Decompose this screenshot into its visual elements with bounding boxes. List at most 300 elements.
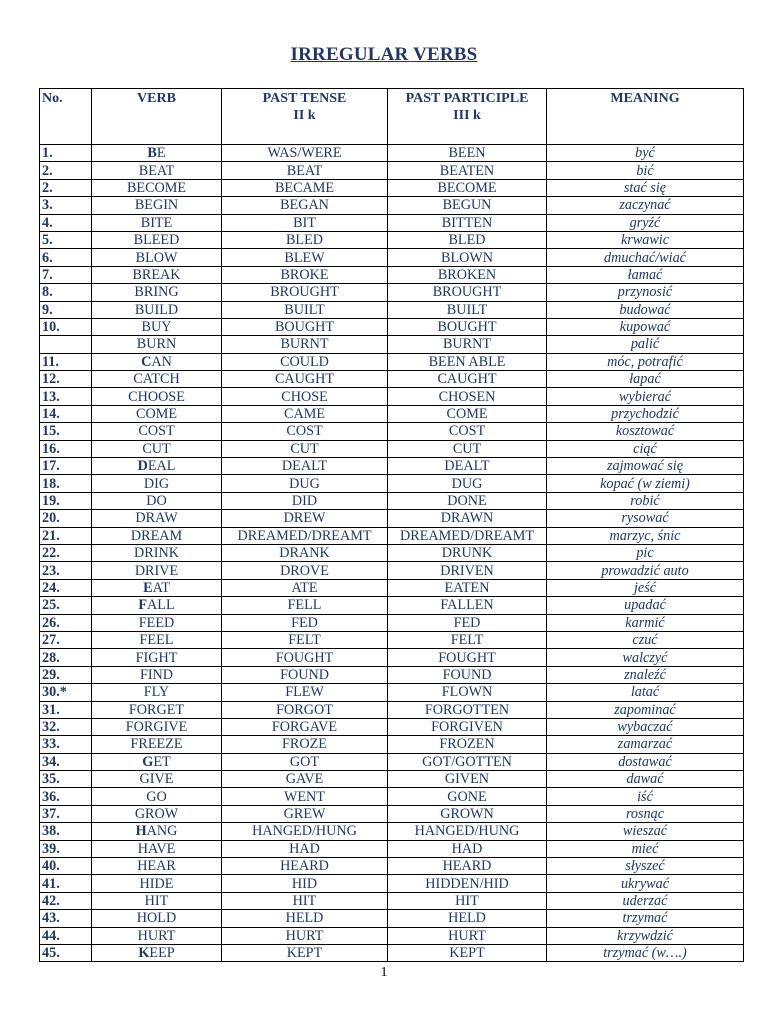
verb-cell bbox=[92, 805, 222, 822]
verb-text: EEP bbox=[149, 945, 175, 962]
past-participle-cell: DRUNK bbox=[388, 544, 547, 561]
meaning-cell: prowadzić auto bbox=[547, 562, 744, 579]
verb-text: BREAK bbox=[132, 266, 181, 283]
past-participle-cell: DEALT bbox=[388, 458, 547, 475]
row-number: 5. bbox=[40, 231, 92, 248]
verb-text: HOLD bbox=[136, 910, 177, 927]
row-number: 23. bbox=[40, 562, 92, 579]
meaning-cell: słyszeć bbox=[547, 858, 744, 875]
row-number: 10. bbox=[40, 318, 92, 335]
meaning-cell: latać bbox=[547, 684, 744, 701]
table-row bbox=[40, 579, 744, 596]
row-number: 38. bbox=[40, 823, 92, 840]
table-row bbox=[40, 301, 744, 318]
past-participle-cell: HIT bbox=[388, 892, 547, 909]
verb-text: ANG bbox=[146, 823, 178, 840]
verb-cell bbox=[92, 179, 222, 196]
meaning-cell: zamarzać bbox=[547, 736, 744, 753]
verb-text: AN bbox=[151, 353, 172, 370]
past-participle-cell: BEATEN bbox=[388, 162, 547, 179]
table-row bbox=[40, 388, 744, 405]
meaning-cell: marzyc, śnic bbox=[547, 527, 744, 544]
verb-initial-letter: E bbox=[143, 579, 153, 596]
past-participle-cell: BECOME bbox=[388, 179, 547, 196]
row-number: 43. bbox=[40, 910, 92, 927]
row-number: 28. bbox=[40, 649, 92, 666]
past-tense-cell: BROKE bbox=[222, 266, 388, 283]
verb-text: FLY bbox=[143, 684, 170, 701]
row-number: 19. bbox=[40, 492, 92, 509]
past-participle-cell: HURT bbox=[388, 927, 547, 944]
meaning-cell: palić bbox=[547, 336, 744, 353]
table-row bbox=[40, 440, 744, 457]
past-tense-cell: HEARD bbox=[222, 858, 388, 875]
past-tense-cell: BOUGHT bbox=[222, 318, 388, 335]
meaning-cell: wybaczać bbox=[547, 718, 744, 735]
meaning-cell: mieć bbox=[547, 840, 744, 857]
verb-text: HAVE bbox=[137, 840, 176, 857]
header-no: No. bbox=[40, 89, 92, 145]
table-row bbox=[40, 892, 744, 909]
table-row bbox=[40, 266, 744, 283]
meaning-cell: rysować bbox=[547, 510, 744, 527]
row-number: 27. bbox=[40, 631, 92, 648]
past-tense-cell: BUILT bbox=[222, 301, 388, 318]
verb-text: FIND bbox=[139, 666, 174, 683]
verb-cell bbox=[92, 318, 222, 335]
past-tense-cell: HURT bbox=[222, 927, 388, 944]
table-row bbox=[40, 284, 744, 301]
verb-text: COST bbox=[138, 423, 175, 440]
past-tense-cell: ATE bbox=[222, 579, 388, 596]
meaning-cell: przynosić bbox=[547, 284, 744, 301]
past-participle-cell: FOUGHT bbox=[388, 649, 547, 666]
past-participle-cell: FORGOTTEN bbox=[388, 701, 547, 718]
meaning-cell: ukrywać bbox=[547, 875, 744, 892]
verb-cell bbox=[92, 892, 222, 909]
past-tense-cell: CHOSE bbox=[222, 388, 388, 405]
verb-text: DRINK bbox=[134, 545, 179, 562]
verb-cell bbox=[92, 145, 222, 162]
meaning-cell: być bbox=[547, 145, 744, 162]
row-number: 16. bbox=[40, 440, 92, 457]
verb-cell bbox=[92, 562, 222, 579]
verb-cell bbox=[92, 162, 222, 179]
row-number: 40. bbox=[40, 858, 92, 875]
meaning-cell: robić bbox=[547, 492, 744, 509]
table-row bbox=[40, 840, 744, 857]
past-participle-cell: DREAMED/DREAMT bbox=[388, 527, 547, 544]
past-participle-cell: HAD bbox=[388, 840, 547, 857]
past-tense-cell: BLED bbox=[222, 231, 388, 248]
past-participle-cell: EATEN bbox=[388, 579, 547, 596]
page-title: IRREGULAR VERBS bbox=[290, 44, 478, 65]
past-participle-cell: DRIVEN bbox=[388, 562, 547, 579]
verb-cell bbox=[92, 492, 222, 509]
verb-cell bbox=[92, 231, 222, 248]
meaning-cell: bić bbox=[547, 162, 744, 179]
table-row bbox=[40, 805, 744, 822]
meaning-cell: dostawać bbox=[547, 753, 744, 770]
past-tense-cell: FOUGHT bbox=[222, 649, 388, 666]
header-past-tense bbox=[222, 89, 388, 145]
past-participle-cell: BROUGHT bbox=[388, 284, 547, 301]
row-number: 26. bbox=[40, 614, 92, 631]
verb-cell bbox=[92, 597, 222, 614]
past-participle-cell: GIVEN bbox=[388, 771, 547, 788]
table-row bbox=[40, 614, 744, 631]
meaning-cell: walczyć bbox=[547, 649, 744, 666]
past-tense-cell: CAME bbox=[222, 405, 388, 422]
verb-initial-letter: B bbox=[147, 145, 157, 162]
past-tense-cell: FORGOT bbox=[222, 701, 388, 718]
table-row bbox=[40, 318, 744, 335]
past-participle-cell: DRAWN bbox=[388, 510, 547, 527]
table-row bbox=[40, 231, 744, 248]
row-number: 45. bbox=[40, 944, 92, 961]
row-number: 13. bbox=[40, 388, 92, 405]
table-row bbox=[40, 562, 744, 579]
past-tense-cell: COULD bbox=[222, 353, 388, 370]
past-participle-cell: COST bbox=[388, 423, 547, 440]
past-tense-cell: FLEW bbox=[222, 684, 388, 701]
verb-cell bbox=[92, 544, 222, 561]
verb-text: HURT bbox=[137, 927, 176, 944]
past-tense-cell: DROVE bbox=[222, 562, 388, 579]
past-participle-cell: BUILT bbox=[388, 301, 547, 318]
row-number: 35. bbox=[40, 771, 92, 788]
verb-initial-letter: C bbox=[141, 353, 152, 370]
past-participle-cell: BOUGHT bbox=[388, 318, 547, 335]
row-number: 2. bbox=[40, 179, 92, 196]
verb-cell bbox=[92, 197, 222, 214]
header-past-participle bbox=[388, 89, 547, 145]
verb-text: BEAT bbox=[138, 162, 175, 179]
verb-text: AT bbox=[152, 579, 170, 596]
verb-cell bbox=[92, 458, 222, 475]
verb-text: BUY bbox=[141, 319, 172, 336]
row-number: 18. bbox=[40, 475, 92, 492]
verb-cell bbox=[92, 736, 222, 753]
table-row bbox=[40, 788, 744, 805]
meaning-cell: znaleźć bbox=[547, 666, 744, 683]
row-number: 21. bbox=[40, 527, 92, 544]
past-participle-cell: FALLEN bbox=[388, 597, 547, 614]
header-meaning: MEANING bbox=[547, 89, 744, 145]
table-row bbox=[40, 875, 744, 892]
verb-text: ALL bbox=[147, 597, 175, 614]
verb-cell bbox=[92, 249, 222, 266]
verb-cell bbox=[92, 649, 222, 666]
table-row bbox=[40, 249, 744, 266]
verb-cell bbox=[92, 614, 222, 631]
header-past-participle-line2: III k bbox=[453, 108, 481, 123]
verb-text: FIGHT bbox=[135, 649, 178, 666]
past-participle-cell: BEEN bbox=[388, 145, 547, 162]
verb-cell bbox=[92, 684, 222, 701]
meaning-cell: jeść bbox=[547, 579, 744, 596]
table-row bbox=[40, 910, 744, 927]
meaning-cell: trzymać bbox=[547, 910, 744, 927]
past-tense-cell: HIT bbox=[222, 892, 388, 909]
verb-text: CATCH bbox=[133, 371, 180, 388]
past-participle-cell: DUG bbox=[388, 475, 547, 492]
meaning-cell: krwawic bbox=[547, 231, 744, 248]
verb-cell bbox=[92, 701, 222, 718]
table-header-row bbox=[40, 89, 744, 145]
table-row bbox=[40, 927, 744, 944]
past-participle-cell: FORGIVEN bbox=[388, 718, 547, 735]
table-row bbox=[40, 353, 744, 370]
table-row bbox=[40, 145, 744, 162]
past-tense-cell: BEAT bbox=[222, 162, 388, 179]
table-row bbox=[40, 649, 744, 666]
verb-text: DO bbox=[146, 493, 167, 509]
meaning-cell: zajmować się bbox=[547, 458, 744, 475]
row-number: 14. bbox=[40, 405, 92, 422]
past-participle-cell: GONE bbox=[388, 788, 547, 805]
table-row bbox=[40, 458, 744, 475]
meaning-cell: przychodzić bbox=[547, 405, 744, 422]
row-number: 4. bbox=[40, 214, 92, 231]
past-tense-cell: GREW bbox=[222, 805, 388, 822]
past-participle-cell: FED bbox=[388, 614, 547, 631]
meaning-cell: kopać (w ziemi) bbox=[547, 475, 744, 492]
verb-cell bbox=[92, 475, 222, 492]
meaning-cell: łapać bbox=[547, 371, 744, 388]
meaning-cell: karmić bbox=[547, 614, 744, 631]
past-participle-cell: BEGUN bbox=[388, 197, 547, 214]
table-row bbox=[40, 371, 744, 388]
verb-text: ET bbox=[153, 753, 171, 770]
past-tense-cell: BLEW bbox=[222, 249, 388, 266]
past-participle-cell: BLED bbox=[388, 231, 547, 248]
verb-cell bbox=[92, 910, 222, 927]
verb-cell bbox=[92, 284, 222, 301]
header-past-tense-line1: PAST TENSE bbox=[262, 91, 347, 106]
table-row bbox=[40, 631, 744, 648]
verb-cell bbox=[92, 440, 222, 457]
table-row bbox=[40, 666, 744, 683]
verb-text: GO bbox=[146, 788, 167, 805]
past-tense-cell: DREAMED/DREAMT bbox=[222, 527, 388, 544]
past-participle-cell: COME bbox=[388, 405, 547, 422]
past-tense-cell: BIT bbox=[222, 214, 388, 231]
past-participle-cell: HANGED/HUNG bbox=[388, 823, 547, 840]
row-number: 30.* bbox=[40, 684, 92, 701]
verb-cell bbox=[92, 840, 222, 857]
verb-cell bbox=[92, 875, 222, 892]
verb-cell bbox=[92, 718, 222, 735]
meaning-cell: pic bbox=[547, 544, 744, 561]
table-row bbox=[40, 858, 744, 875]
row-number: 20. bbox=[40, 510, 92, 527]
past-participle-cell: DONE bbox=[388, 492, 547, 509]
row-number: 25. bbox=[40, 597, 92, 614]
row-number: 24. bbox=[40, 579, 92, 596]
verb-cell bbox=[92, 666, 222, 683]
table-row bbox=[40, 179, 744, 196]
past-tense-cell: FOUND bbox=[222, 666, 388, 683]
verb-cell bbox=[92, 510, 222, 527]
verb-text: DRIVE bbox=[134, 562, 179, 579]
verb-text: FORGIVE bbox=[125, 719, 188, 736]
verb-initial-letter: D bbox=[137, 458, 148, 475]
past-tense-cell: HID bbox=[222, 875, 388, 892]
verb-cell bbox=[92, 371, 222, 388]
past-tense-cell: WENT bbox=[222, 788, 388, 805]
past-participle-cell: GOT/GOTTEN bbox=[388, 753, 547, 770]
verb-text: HIDE bbox=[139, 875, 174, 892]
table-row bbox=[40, 197, 744, 214]
row-number: 11. bbox=[40, 353, 92, 370]
past-tense-cell: GOT bbox=[222, 753, 388, 770]
meaning-cell: kosztować bbox=[547, 423, 744, 440]
meaning-cell: dmuchać/wiać bbox=[547, 249, 744, 266]
past-participle-cell: BURNT bbox=[388, 336, 547, 353]
verb-cell bbox=[92, 753, 222, 770]
row-number bbox=[40, 336, 92, 353]
past-participle-cell: BITTEN bbox=[388, 214, 547, 231]
past-tense-cell: BURNT bbox=[222, 336, 388, 353]
verb-cell bbox=[92, 405, 222, 422]
row-number: 6. bbox=[40, 249, 92, 266]
past-tense-cell: DUG bbox=[222, 475, 388, 492]
header-past-tense-line2: II k bbox=[293, 108, 316, 123]
verb-text: COME bbox=[136, 406, 177, 423]
row-number: 9. bbox=[40, 301, 92, 318]
meaning-cell: iść bbox=[547, 788, 744, 805]
page-number: 1 bbox=[380, 965, 388, 980]
meaning-cell: trzymać (w….) bbox=[547, 944, 744, 961]
table-row bbox=[40, 510, 744, 527]
past-tense-cell: CUT bbox=[222, 440, 388, 457]
row-number: 3. bbox=[40, 197, 92, 214]
verb-text: DRAW bbox=[135, 510, 178, 527]
verb-cell bbox=[92, 423, 222, 440]
header-verb: VERB bbox=[92, 89, 222, 145]
past-tense-cell: HAD bbox=[222, 840, 388, 857]
past-tense-cell: BEGAN bbox=[222, 197, 388, 214]
row-number: 37. bbox=[40, 805, 92, 822]
verb-text: DIG bbox=[143, 475, 170, 492]
verb-rows bbox=[40, 145, 744, 962]
past-participle-cell: KEPT bbox=[388, 944, 547, 961]
verb-initial-letter: K bbox=[138, 945, 150, 962]
past-tense-cell: FORGAVE bbox=[222, 718, 388, 735]
meaning-cell: łamać bbox=[547, 266, 744, 283]
past-tense-cell: HELD bbox=[222, 910, 388, 927]
verb-cell bbox=[92, 336, 222, 353]
row-number: 33. bbox=[40, 736, 92, 753]
verb-text: BUILD bbox=[134, 301, 179, 318]
verb-cell bbox=[92, 788, 222, 805]
verb-text: BRING bbox=[134, 284, 179, 301]
meaning-cell: móc, potrafić bbox=[547, 353, 744, 370]
meaning-cell: czuć bbox=[547, 631, 744, 648]
past-tense-cell: DREW bbox=[222, 510, 388, 527]
verb-initial-letter: G bbox=[142, 753, 154, 770]
past-participle-cell: GROWN bbox=[388, 805, 547, 822]
past-tense-cell: KEPT bbox=[222, 944, 388, 961]
verb-text: FEEL bbox=[139, 632, 174, 649]
past-tense-cell: COST bbox=[222, 423, 388, 440]
meaning-cell: stać się bbox=[547, 179, 744, 196]
row-number: 29. bbox=[40, 666, 92, 683]
table-row bbox=[40, 701, 744, 718]
row-number: 15. bbox=[40, 423, 92, 440]
past-tense-cell: DRANK bbox=[222, 544, 388, 561]
verb-text: BLEED bbox=[133, 232, 180, 249]
verb-initial-letter: F bbox=[138, 597, 148, 614]
past-participle-cell: CAUGHT bbox=[388, 371, 547, 388]
irregular-verbs-table bbox=[39, 88, 744, 962]
meaning-cell: dawać bbox=[547, 771, 744, 788]
table-row bbox=[40, 684, 744, 701]
verb-cell bbox=[92, 944, 222, 961]
meaning-cell: budować bbox=[547, 301, 744, 318]
verb-cell bbox=[92, 527, 222, 544]
row-number: 42. bbox=[40, 892, 92, 909]
meaning-cell: rosnąc bbox=[547, 805, 744, 822]
table-row bbox=[40, 527, 744, 544]
past-tense-cell: WAS/WERE bbox=[222, 145, 388, 162]
verb-cell bbox=[92, 388, 222, 405]
verb-text: EAL bbox=[147, 458, 176, 475]
row-number: 2. bbox=[40, 162, 92, 179]
table-row bbox=[40, 823, 744, 840]
meaning-cell: krzywdzić bbox=[547, 927, 744, 944]
verb-text: BECOME bbox=[126, 179, 187, 196]
verb-text: FORGET bbox=[128, 701, 185, 718]
past-participle-cell: CHOSEN bbox=[388, 388, 547, 405]
row-number: 36. bbox=[40, 788, 92, 805]
past-participle-cell: HELD bbox=[388, 910, 547, 927]
verb-text: BITE bbox=[140, 214, 173, 231]
verb-text: BLOW bbox=[135, 249, 178, 266]
verb-cell bbox=[92, 771, 222, 788]
verb-cell bbox=[92, 631, 222, 648]
past-tense-cell: FELT bbox=[222, 631, 388, 648]
table-row bbox=[40, 492, 744, 509]
past-participle-cell: BLOWN bbox=[388, 249, 547, 266]
meaning-cell: ciąć bbox=[547, 440, 744, 457]
verb-cell bbox=[92, 579, 222, 596]
row-number: 8. bbox=[40, 284, 92, 301]
table-row bbox=[40, 718, 744, 735]
past-participle-cell: CUT bbox=[388, 440, 547, 457]
header-past-participle-line1: PAST PARTICIPLE bbox=[405, 91, 529, 106]
verb-cell bbox=[92, 858, 222, 875]
meaning-cell: zaczynać bbox=[547, 197, 744, 214]
row-number: 17. bbox=[40, 458, 92, 475]
past-tense-cell: GAVE bbox=[222, 771, 388, 788]
verb-text: FEED bbox=[138, 614, 175, 631]
past-participle-cell: HIDDEN/HID bbox=[388, 875, 547, 892]
meaning-cell: zapominać bbox=[547, 701, 744, 718]
verb-initial-letter: H bbox=[135, 823, 147, 840]
table-row bbox=[40, 423, 744, 440]
table-row bbox=[40, 405, 744, 422]
row-number: 22. bbox=[40, 544, 92, 561]
verb-text: E bbox=[156, 145, 166, 162]
past-tense-cell: DID bbox=[222, 492, 388, 509]
row-number: 7. bbox=[40, 266, 92, 283]
row-number: 31. bbox=[40, 701, 92, 718]
meaning-cell: kupować bbox=[547, 318, 744, 335]
past-tense-cell: BROUGHT bbox=[222, 284, 388, 301]
verb-cell bbox=[92, 266, 222, 283]
